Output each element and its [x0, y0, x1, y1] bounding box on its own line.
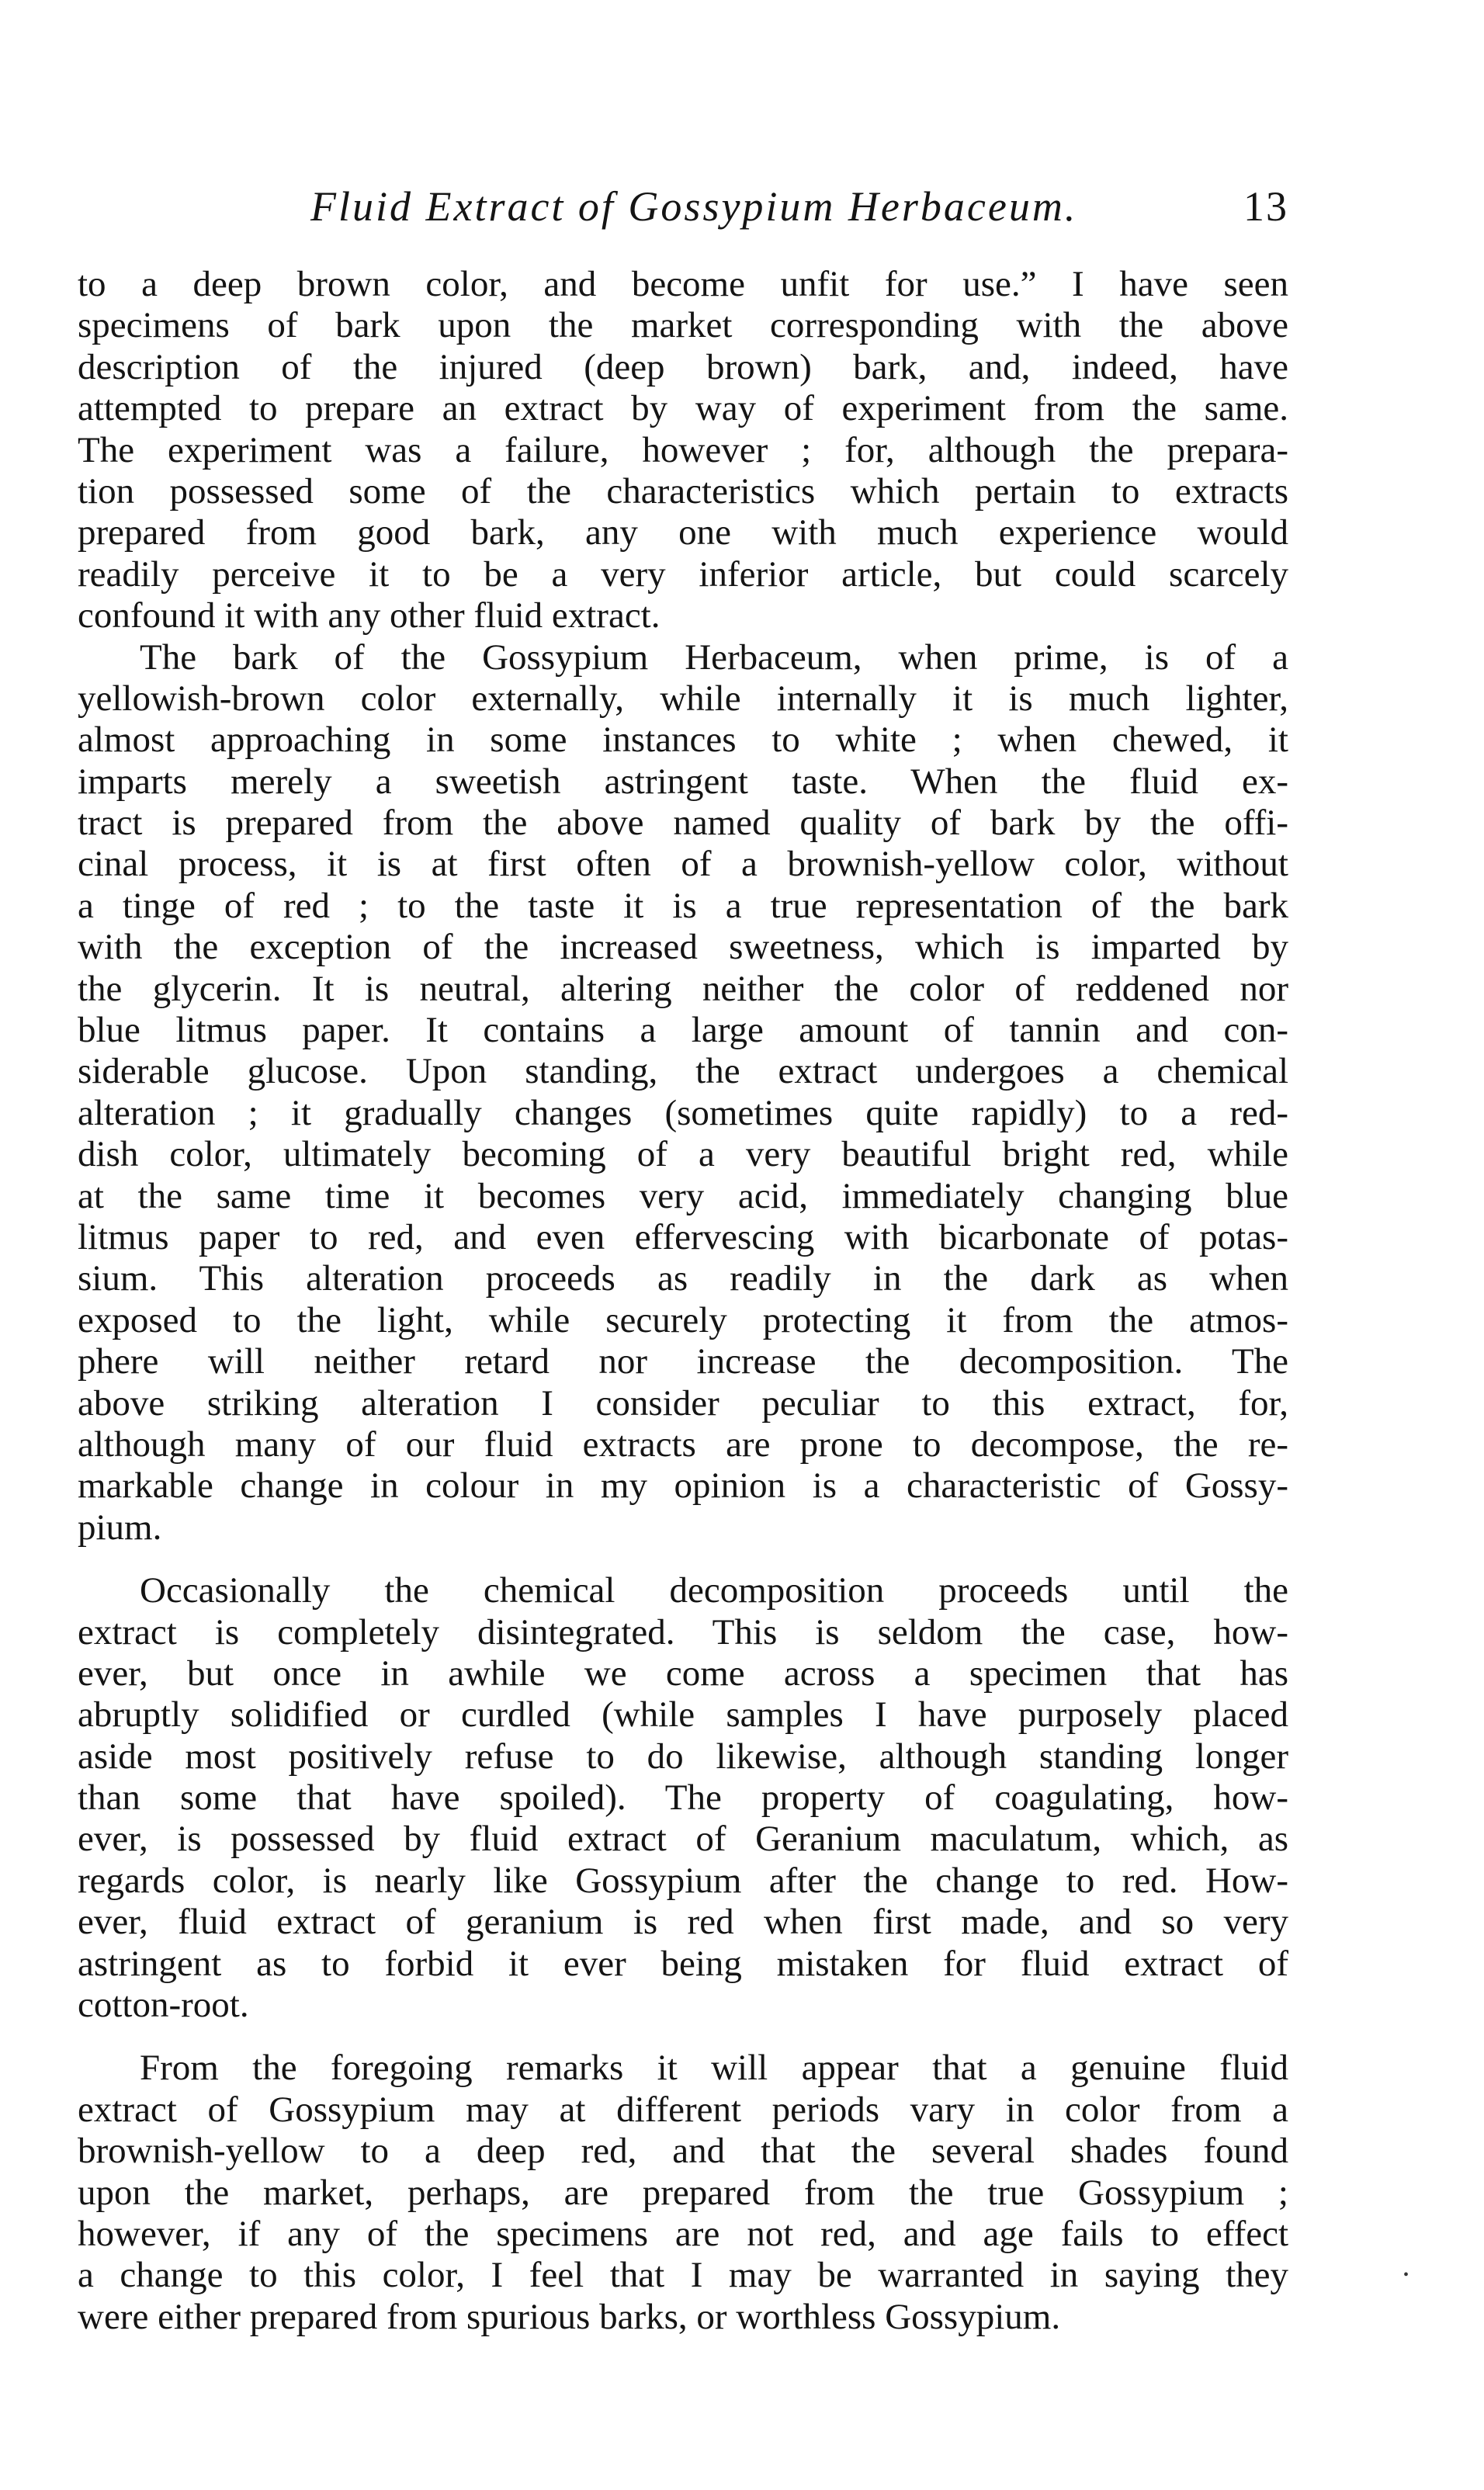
text-line: blue litmus paper. It contains a large amount of tannin and con- — [78, 1010, 1288, 1051]
paragraph-3 — [78, 1570, 1288, 2026]
text-line: confound it with any other fluid extract. — [78, 595, 661, 636]
text-line: aside most positively refuse to do likewise, although standing longer — [78, 1736, 1288, 1777]
text-line: yellowish-brown color externally, while internally it is much lighter, — [78, 678, 1288, 719]
running-header — [78, 182, 1288, 244]
text-line: a tinge of red ; to the taste it is a true representation of the bark — [78, 885, 1288, 926]
text-line: ever, but once in awhile we come across a specimen that has — [78, 1652, 1288, 1694]
text-line: tion possessed some of the characteristics which pertain to extracts — [78, 470, 1288, 512]
text-line: ever, is possessed by fluid extract of Geranium maculatum, which, as — [78, 1819, 1288, 1860]
text-line: cotton-root. — [78, 1985, 249, 2026]
paragraph-1 — [78, 264, 1288, 637]
text-line: readily perceive it to be a very inferior article, but could scarcely — [78, 553, 1288, 595]
paragraph-2 — [78, 637, 1288, 1549]
text-line: than some that have spoiled). The property of coagulating, how- — [78, 1777, 1288, 1819]
text-line: astringent as to forbid it ever being mistaken for fluid extract of — [78, 1943, 1288, 1984]
text-line: alteration ; it gradually changes (sometimes quite rapidly) to a red- — [78, 1092, 1288, 1133]
text-line: tract is prepared from the above named quality of bark by the offi- — [78, 803, 1288, 844]
paragraph-spacer — [78, 2026, 1288, 2048]
running-title: Fluid Extract of Gossypium Herbaceum. — [310, 183, 1078, 230]
text-line: however, if any of the specimens are not red, and age fails to effect — [78, 2213, 1288, 2254]
text-line: upon the market, perhaps, are prepared from the true Gossypium ; — [78, 2172, 1288, 2213]
text-line: markable change in colour in my opinion is a characteristic of Gossy- — [78, 1465, 1288, 1507]
text-line: brownish-yellow to a deep red, and that the several shades found — [78, 2131, 1288, 2172]
text-line: exposed to the light, while securely protecting it from the atmos- — [78, 1299, 1288, 1340]
text-line: to a deep brown color, and become unfit for use.” I have seen — [78, 264, 1288, 304]
text-line: imparts merely a sweetish astringent taste. When the fluid ex- — [78, 761, 1288, 802]
text-line: ever, fluid extract of geranium is red when first made, and so very — [78, 1902, 1288, 1943]
paragraph-spacer — [78, 1548, 1288, 1570]
body-text — [78, 264, 1288, 2338]
text-line: From the foregoing remarks it will appear that a genuine fluid — [140, 2048, 1288, 2089]
text-line: description of the injured (deep brown) bark, and, indeed, have — [78, 346, 1288, 387]
text-line: at the same time it becomes very acid, immediately changing blue — [78, 1175, 1288, 1216]
text-line: cinal process, it is at first often of a brownish-yellow color, without — [78, 844, 1288, 885]
text-line: attempted to prepare an extract by way of experiment from the same. — [78, 388, 1288, 429]
text-line: specimens of bark upon the market corresponding with the above — [78, 305, 1288, 346]
page-number: 13 — [1243, 183, 1288, 230]
text-line: above striking alteration I consider peculiar to this extract, for, — [78, 1382, 1288, 1424]
text-line: regards color, is nearly like Gossypium after the change to red. How- — [78, 1860, 1288, 1901]
text-line: abruptly solidified or curdled (while samples I have purposely placed — [78, 1694, 1288, 1736]
text-line: although many of our fluid extracts are prone to decompose, the re- — [78, 1424, 1288, 1465]
paragraph-4 — [78, 2048, 1288, 2338]
text-line: The experiment was a failure, however ; for, although the prepara- — [78, 429, 1288, 470]
text-line: extract of Gossypium may at different periods vary in color from a — [78, 2089, 1288, 2130]
text-line: extract is completely disintegrated. This is seldom the case, how- — [78, 1611, 1288, 1652]
text-line: prepared from good bark, any one with much experience would — [78, 512, 1288, 553]
text-line: almost approaching in some instances to white ; when chewed, it — [78, 720, 1288, 761]
text-line: pium. — [78, 1507, 162, 1548]
text-line: The bark of the Gossypium Herbaceum, when prime, is of a — [140, 636, 1288, 678]
text-line: were either prepared from spurious barks, or worthless Gossypium. — [78, 2296, 1061, 2337]
text-line: siderable glucose. Upon standing, the extract undergoes a chemical — [78, 1051, 1288, 1092]
text-line: a change to this color, I feel that I may be warranted in saying they — [78, 2255, 1288, 2296]
text-line: litmus paper to red, and even effervescing with bicarbonate of potas- — [78, 1216, 1288, 1257]
text-line: sium. This alteration proceeds as readily in the dark as when — [78, 1258, 1288, 1299]
text-line: Occasionally the chemical decomposition proceeds until the — [140, 1570, 1288, 1611]
text-line: phere will neither retard nor increase the decomposition. The — [78, 1341, 1288, 1382]
text-line: with the exception of the increased sweetness, which is imparted by — [78, 927, 1288, 968]
text-line: the glycerin. It is neutral, altering neither the color of reddened nor — [78, 968, 1288, 1009]
margin-speck: • — [1403, 2266, 1409, 2284]
text-line: dish color, ultimately becoming of a very beautiful bright red, while — [78, 1134, 1288, 1175]
